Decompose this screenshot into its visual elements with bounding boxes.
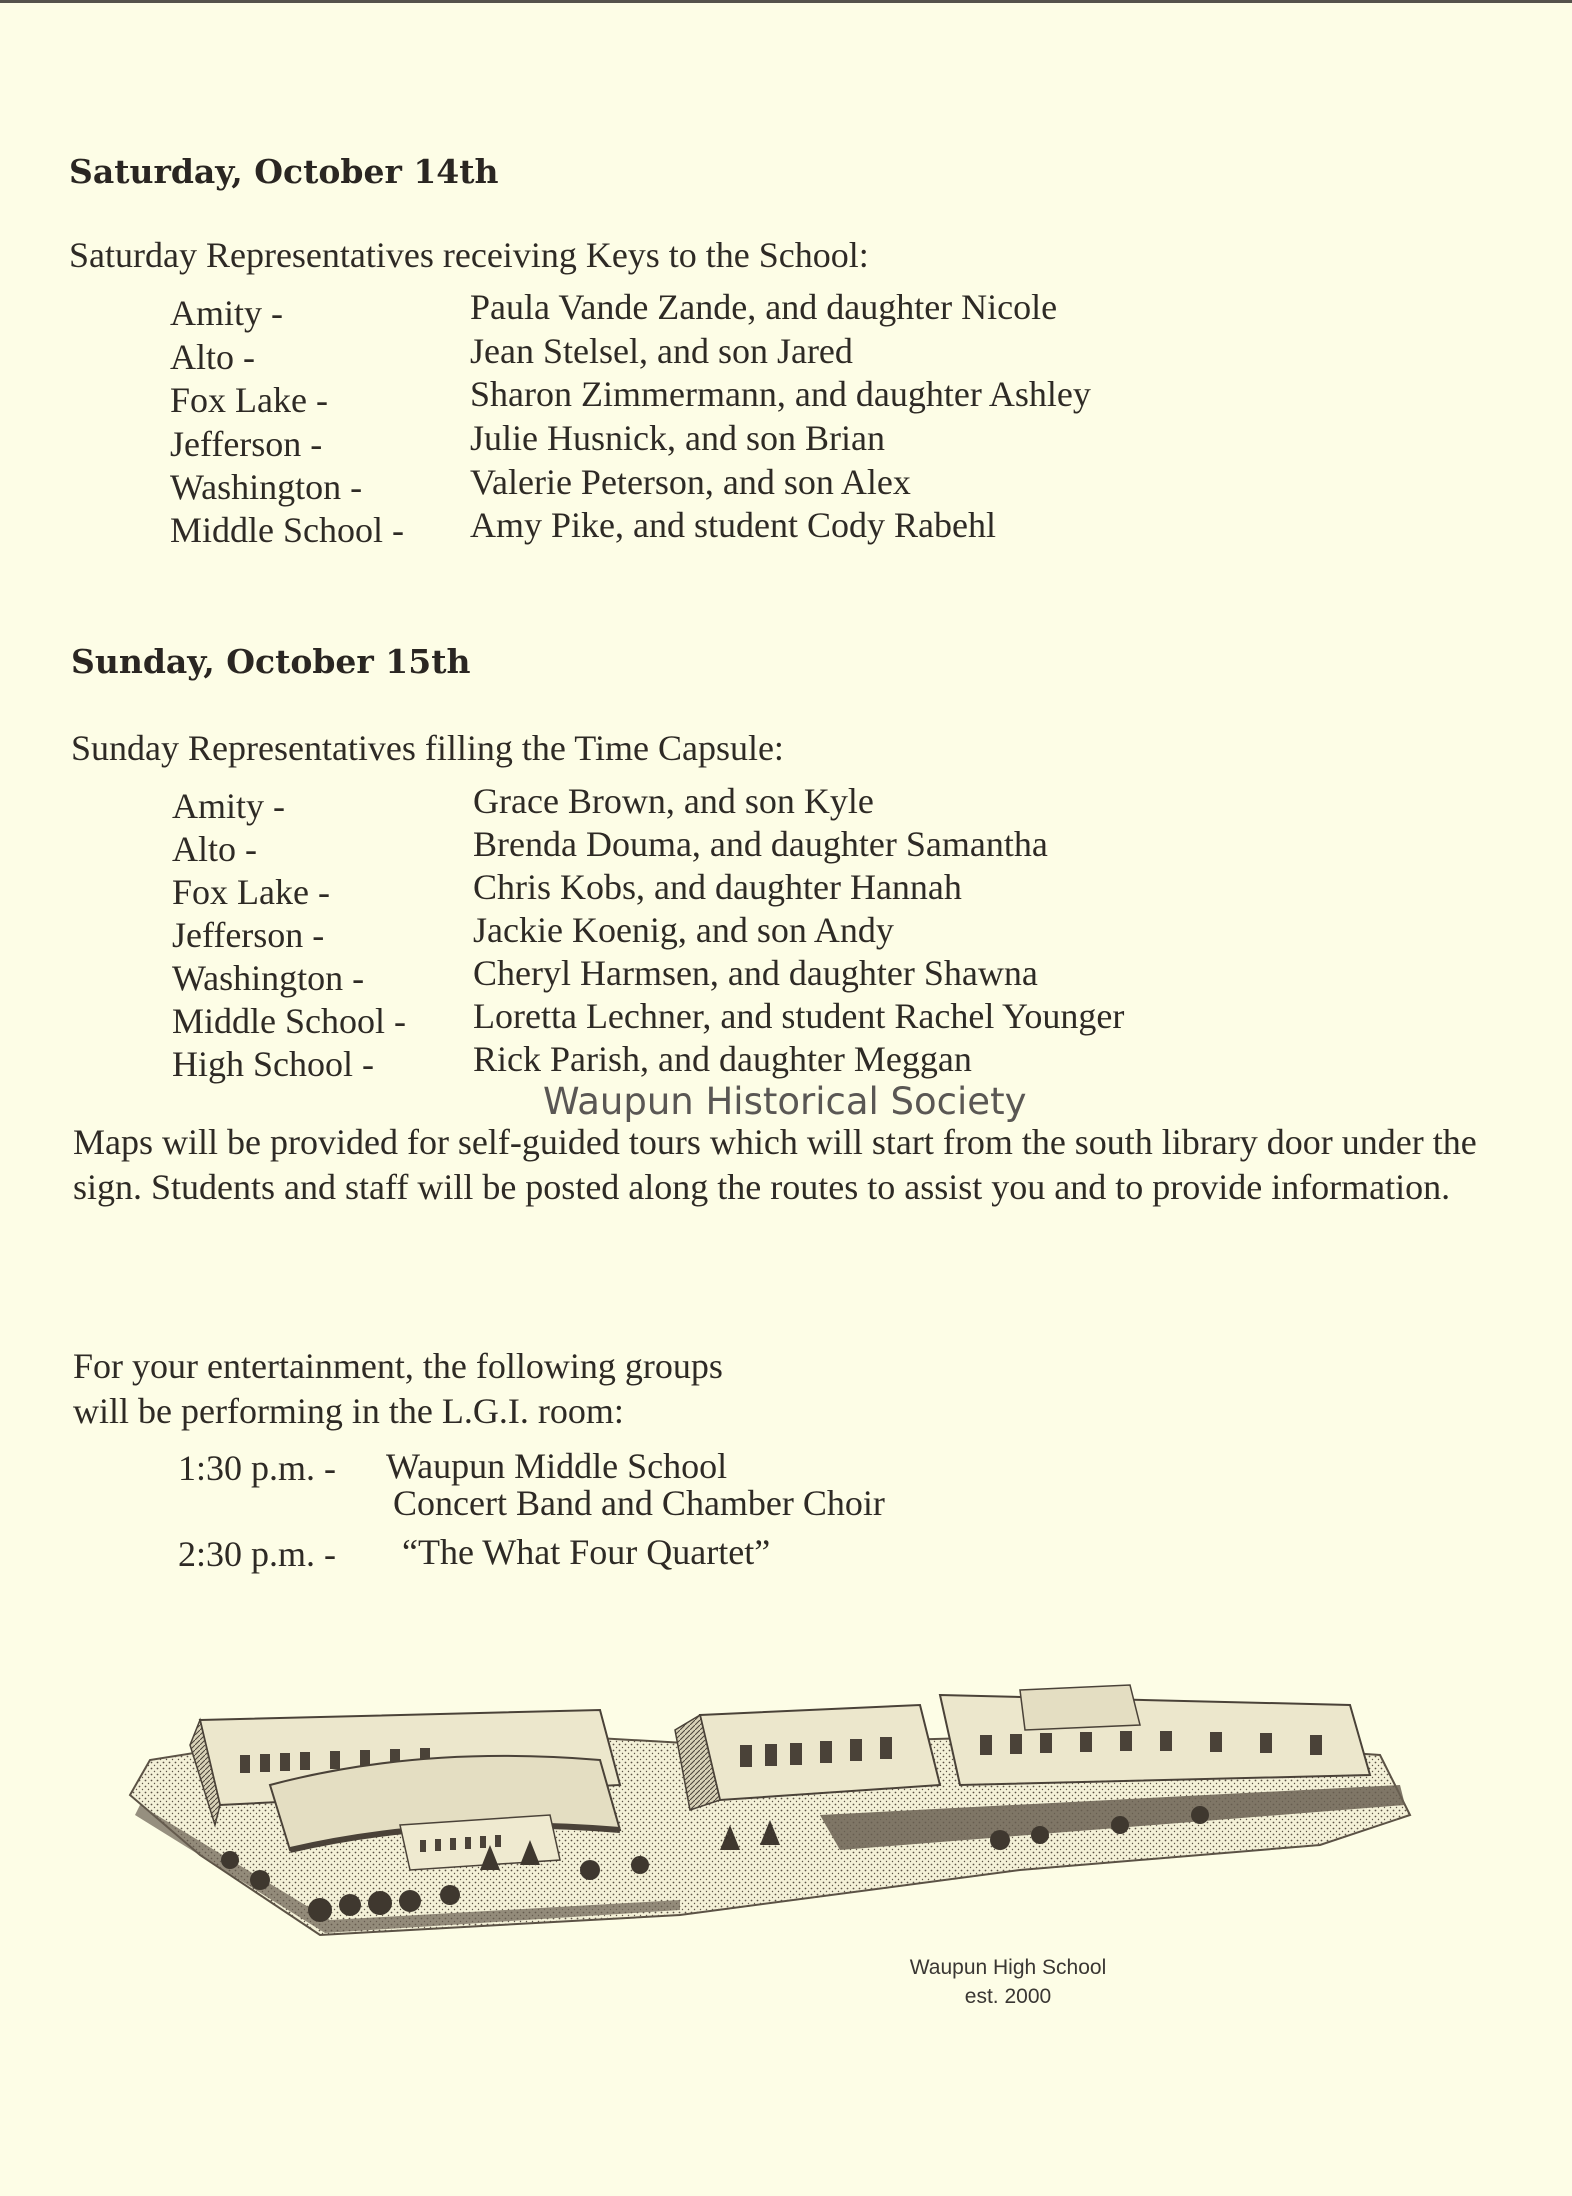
performance-time: 1:30 p.m. - (178, 1448, 336, 1488)
sunday-rep-school: Amity - (172, 786, 285, 826)
performance-act: Waupun Middle School (386, 1446, 728, 1486)
sunday-rep-school: Jefferson - (172, 915, 325, 955)
sunday-rep-school: High School - (172, 1044, 374, 1084)
school-illustration (120, 1665, 1420, 1965)
entertainment-intro-line2: will be performing in the L.G.I. room: (73, 1391, 624, 1431)
sunday-rep-name: Jackie Koenig, and son Andy (473, 910, 894, 950)
entertainment-intro-line1: For your entertainment, the following groups (73, 1346, 723, 1386)
sunday-rep-name: Chris Kobs, and daughter Hannah (473, 867, 962, 907)
saturday-rep-name: Jean Stelsel, and son Jared (470, 331, 853, 371)
illustration-caption-year: est. 2000 (964, 1985, 1052, 2008)
sunday-rep-school: Middle School - (172, 1001, 406, 1041)
sunday-rep-school: Washington - (172, 958, 365, 998)
saturday-rep-name: Julie Husnick, and son Brian (470, 418, 885, 458)
saturday-rep-name: Paula Vande Zande, and daughter Nicole (470, 287, 1058, 327)
performance-act-line2: Concert Band and Chamber Choir (393, 1483, 885, 1523)
tours-paragraph: Maps will be provided for self-guided tours which will start from the south library door under the sign. Students and staff will be posted along the routes to assist you and to provide information. (73, 1122, 1477, 1207)
sunday-intro: Sunday Representatives filling the Time Capsule: (71, 728, 784, 768)
saturday-rep-school: Jefferson - (170, 424, 323, 464)
saturday-rep-school: Washington - (170, 467, 363, 507)
sunday-rep-name: Grace Brown, and son Kyle (473, 781, 874, 821)
saturday-rep-school: Fox Lake - (170, 380, 328, 420)
saturday-rep-school: Alto - (170, 337, 255, 377)
performance-act: “The What Four Quartet” (402, 1532, 771, 1572)
watermark: Waupun Historical Society (543, 1080, 1027, 1123)
saturday-rep-name: Amy Pike, and student Cody Rabehl (470, 505, 996, 545)
saturday-rep-school: Middle School - (170, 510, 404, 550)
saturday-rep-school: Amity - (170, 293, 283, 333)
saturday-rep-name: Valerie Peterson, and son Alex (470, 462, 911, 502)
saturday-intro: Saturday Representatives receiving Keys to the School: (69, 235, 869, 275)
sunday-rep-name: Rick Parish, and daughter Meggan (473, 1039, 972, 1079)
saturday-rep-name: Sharon Zimmermann, and daughter Ashley (470, 374, 1091, 414)
saturday-heading: Saturday, October 14th (69, 152, 499, 191)
sunday-heading: Sunday, October 15th (71, 642, 471, 681)
top-border-line (0, 0, 1572, 3)
sunday-rep-school: Alto - (172, 829, 257, 869)
sunday-rep-name: Cheryl Harmsen, and daughter Shawna (473, 953, 1038, 993)
sunday-rep-school: Fox Lake - (172, 872, 330, 912)
sunday-rep-name: Loretta Lechner, and student Rachel Younger (473, 996, 1125, 1036)
sunday-rep-name: Brenda Douma, and daughter Samantha (473, 824, 1048, 864)
performance-time: 2:30 p.m. - (178, 1534, 336, 1574)
illustration-caption: Waupun High School (909, 1956, 1107, 1979)
